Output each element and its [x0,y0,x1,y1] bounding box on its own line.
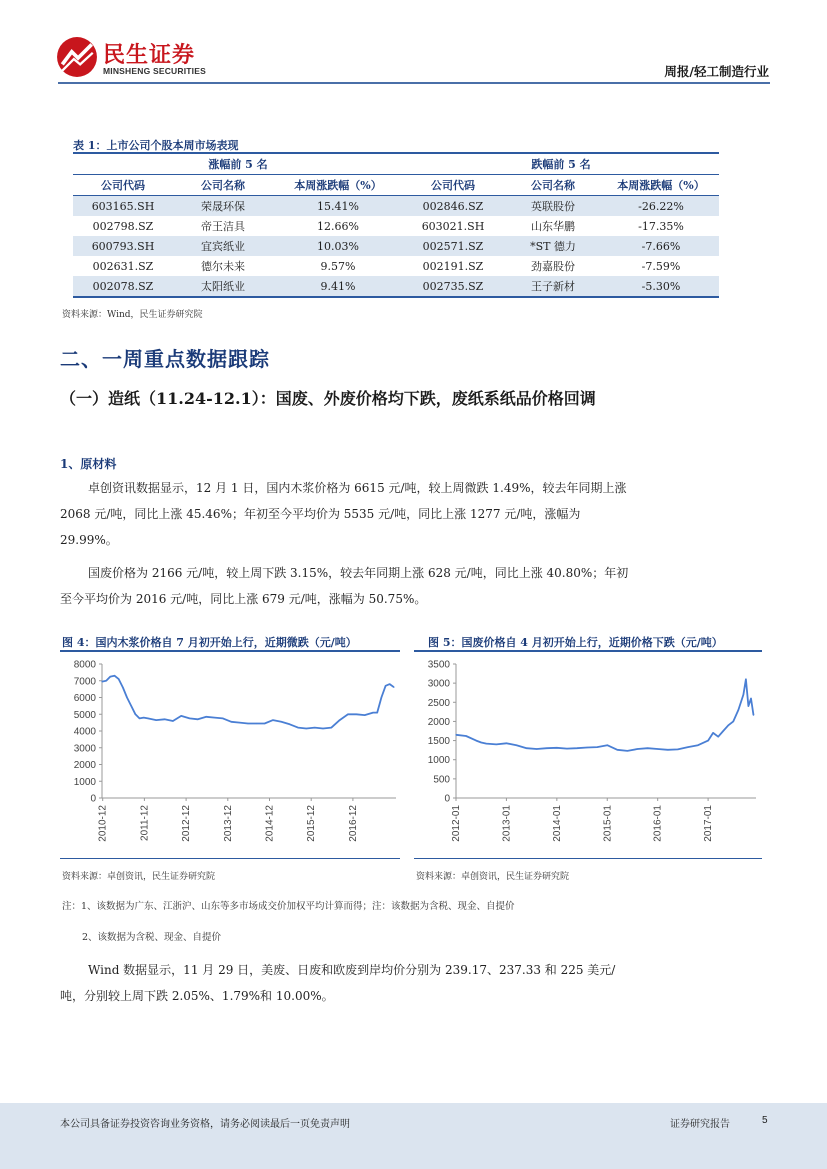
data-point [481,742,482,743]
data-point [516,745,517,746]
footer-disclaimer: 本公司具备证券投资咨询业务资格，请务必阅读最后一页免责声明 [60,1119,350,1130]
data-point [101,681,102,682]
data-point [256,723,257,724]
table-cell: 太阳纸业 [173,276,273,297]
table-row [73,196,719,217]
x-tick-label: 2017-01 [703,805,715,842]
data-point [743,694,744,695]
y-tick-label: 8000 [73,659,96,671]
y-tick-label: 7000 [73,676,96,688]
data-point [381,697,382,698]
data-point [356,714,357,715]
table-cell: -26.22% [603,196,719,217]
data-point [214,717,215,718]
table-cell: *ST 德力 [503,236,603,256]
data-point [231,721,232,722]
data-point [222,718,223,719]
data-point [486,743,487,744]
data-point [264,723,265,724]
section-title: 二、一周重点数据跟踪 [60,347,270,371]
data-point [331,727,332,728]
data-point [322,728,323,729]
data-point [247,723,248,724]
footer-band [0,1103,827,1169]
data-point [197,719,198,720]
x-tick-label: 2011-12 [139,805,151,841]
data-point [526,748,527,749]
table-cell: 帝王洁具 [201,220,245,233]
data-point [297,727,298,728]
data-point [389,684,390,685]
data-point [455,734,456,735]
subsubsection-title: 1、原材料 [60,457,117,471]
data-point [750,698,751,699]
table-row [73,276,719,297]
data-point [713,732,714,733]
table-source: 资料来源：Wind，民生证券研究院 [62,310,203,320]
data-point [143,717,144,718]
x-tick-label: 2016-01 [652,805,664,842]
data-point [576,748,577,749]
data-point [347,714,348,715]
table-cell: 002078.SZ [73,276,173,297]
table-cell: 9.57% [320,259,356,273]
table-cell: 002735.SZ [403,276,503,297]
table-cell: 002798.SZ [92,219,154,233]
x-tick-label: 2013-01 [501,805,513,842]
x-tick-label: 2015-12 [306,805,318,842]
data-point [466,735,467,736]
data-point [373,712,374,713]
data-point [566,748,567,749]
chart-bottom-rule [60,858,400,859]
waste-paper-price-chart [414,654,762,854]
x-tick-label: 2010-12 [97,805,109,842]
y-tick-label: 0 [90,793,96,805]
series-line [102,676,394,729]
table-cell: 002191.SZ [422,259,484,273]
y-tick-label: 3500 [427,659,450,671]
data-point [377,712,378,713]
report-type: 周报/轻工制造行业 [664,64,769,79]
data-point [339,720,340,721]
data-point [393,687,394,688]
x-tick-label: 2014-01 [551,805,563,842]
table-row [73,216,719,236]
chart-source: 资料来源：卓创资讯，民生证券研究院 [62,872,216,882]
data-point [677,749,678,750]
data-point [723,730,724,731]
y-tick-label: 6000 [73,693,96,704]
data-point [738,709,739,710]
y-tick-label: 4000 [73,726,96,738]
table-cell: 荣晟环保 [173,196,273,217]
table-cell: 王子新材 [503,276,603,297]
chart-note: 2、该数据为含税、现金、自提价 [82,932,222,943]
data-point [536,748,537,749]
table-cell: 002846.SZ [403,196,503,217]
column-header: 本周涨跌幅（%） [273,175,403,196]
data-point [156,720,157,721]
x-tick-label: 2012-01 [451,805,462,842]
data-point [281,721,282,722]
column-header: 公司代码 [403,175,503,196]
data-point [647,748,648,749]
column-header: 公司代码 [73,175,173,196]
table-cell: -5.30% [603,276,719,297]
data-point [587,747,588,748]
data-point [627,750,628,751]
y-tick-label: 5000 [73,709,96,721]
table-cell: 山东华鹏 [531,220,575,233]
table-cell: 002571.SZ [403,236,503,256]
data-point [506,743,507,744]
table-cell: 9.41% [273,276,403,297]
data-point [147,718,148,719]
column-header: 本周涨跌幅（%） [603,175,719,196]
chart-title-rule [60,650,400,652]
data-point [272,720,273,721]
data-point [306,728,307,729]
table-title: 表 1：上市公司个股本周市场表现 [73,139,239,152]
group-header-up: 涨幅前 5 名 [73,153,403,175]
chart-bottom-rule [414,858,762,859]
data-point [189,718,190,719]
chart-title-rule [414,650,762,652]
data-point [289,724,290,725]
column-header: 公司名称 [173,175,273,196]
data-point [314,727,315,728]
x-tick-label: 2012-12 [181,805,193,842]
table-cell: 600793.SH [73,236,173,256]
data-point [607,745,608,746]
company-logo [56,36,98,78]
data-point [745,679,746,680]
data-point [131,705,132,706]
table-cell: 002631.SZ [92,259,154,273]
data-point [556,747,557,748]
table-cell: -17.35% [638,219,684,233]
data-point [748,706,749,707]
table-cell: 603165.SH [73,196,173,217]
chart-title: 图 5：国废价格自 4 月初开始上行，近期价格下跌（元/吨） [428,636,723,649]
data-point [546,748,547,749]
data-point [753,715,754,716]
table-cell: 宜宾纸业 [173,236,273,256]
chart-title: 图 4：国内木浆价格自 7 月初开始上行，近期微跌（元/吨） [62,636,357,649]
table-cell: 15.41% [273,196,403,217]
x-tick-label: 2016-12 [347,805,359,842]
column-header: 公司名称 [503,175,603,196]
data-point [687,747,688,748]
table-cell: 德尔未来 [201,260,245,273]
data-point [172,720,173,721]
paragraph-imported-waste: Wind 数据显示，11 月 29 日，美废、日废和欧废到岸均价分别为 239.17、237.33 和 225 美元/吨，分别较上周下跌 2.05%、1.79%和 10.00%。 [60,963,616,1003]
stock-performance-table [73,152,719,298]
footer-doc-type: 证券研究报告 [670,1119,730,1130]
data-point [118,679,119,680]
paragraph-waste-paper: 国废价格为 2166 元/吨，较上周下跌 3.15%，较去年同期上涨 628 元/吨，同比上涨 40.80%；年初至今平均价为 2016 元/吨，同比上涨 679 元/吨，涨幅为 50.75%。 [60,566,629,606]
y-tick-label: 1000 [73,776,96,788]
data-point [139,718,140,719]
data-point [385,685,386,686]
data-point [239,722,240,723]
data-point [122,687,123,688]
y-tick-label: 1000 [427,755,450,767]
y-tick-label: 0 [444,793,450,805]
data-point [164,719,165,720]
group-header-down: 跌幅前 5 名 [403,153,719,175]
data-point [496,744,497,745]
y-tick-label: 3000 [73,743,96,755]
x-tick-label: 2015-01 [602,805,614,842]
y-tick-label: 3000 [427,678,450,690]
data-point [106,680,107,681]
table-cell: -7.59% [641,259,681,273]
chart-source: 资料来源：卓创资讯，民生证券研究院 [416,872,570,882]
logo-text-cn: 民生证券 [103,43,196,68]
data-point [476,740,477,741]
pulp-price-chart [60,654,400,854]
x-tick-label: 2013-12 [222,805,234,842]
page-number: 5 [762,1115,768,1126]
data-point [733,721,734,722]
data-point [708,740,709,741]
data-point [637,748,638,749]
data-point [597,747,598,748]
data-point [206,716,207,717]
table-row [73,236,719,256]
table-row [73,256,719,276]
logo-text-en: MINSHENG SECURITIES [103,66,206,76]
y-tick-label: 2000 [73,760,96,771]
paragraph-pulp: 卓创资讯数据显示，12 月 1 日，国内木浆价格为 6615 元/吨，较上周微跌 1.49%，较去年同期上涨 2068 元/吨，同比上涨 45.46%；年初至今平均价为 5535 元/吨，同比上涨 1277 元/吨，涨幅为 29.99%。 [60,481,627,547]
data-point [617,749,618,750]
series-line [456,679,754,751]
y-tick-label: 2000 [427,716,450,728]
y-tick-label: 500 [433,774,450,786]
table-cell: 劲嘉股份 [531,260,575,273]
data-point [657,748,658,749]
data-point [667,749,668,750]
data-point [181,715,182,716]
header-divider [58,82,770,84]
table-cell: 英联股份 [503,196,603,217]
y-tick-label: 2500 [427,697,450,709]
data-point [697,745,698,746]
chart-note: 注：1、该数据为广东、江浙沪、山东等多市场成交价加权平均计算而得；注：该数据为含税、现金、自提价 [62,901,515,912]
table-cell: 12.66% [317,219,359,233]
data-point [114,675,115,676]
data-point [110,676,111,677]
table-cell: -7.66% [603,236,719,256]
data-point [135,714,136,715]
subsection-title: （一）造纸（11.24-12.1）：国废、外废价格均下跌，废纸系纸品价格回调 [60,389,596,408]
table-cell: 10.03% [273,236,403,256]
x-tick-label: 2014-12 [264,805,276,842]
data-point [718,736,719,737]
data-point [126,697,127,698]
y-tick-label: 1500 [427,736,450,748]
data-point [728,725,729,726]
table-cell: 603021.SH [421,219,485,233]
data-point [364,715,365,716]
